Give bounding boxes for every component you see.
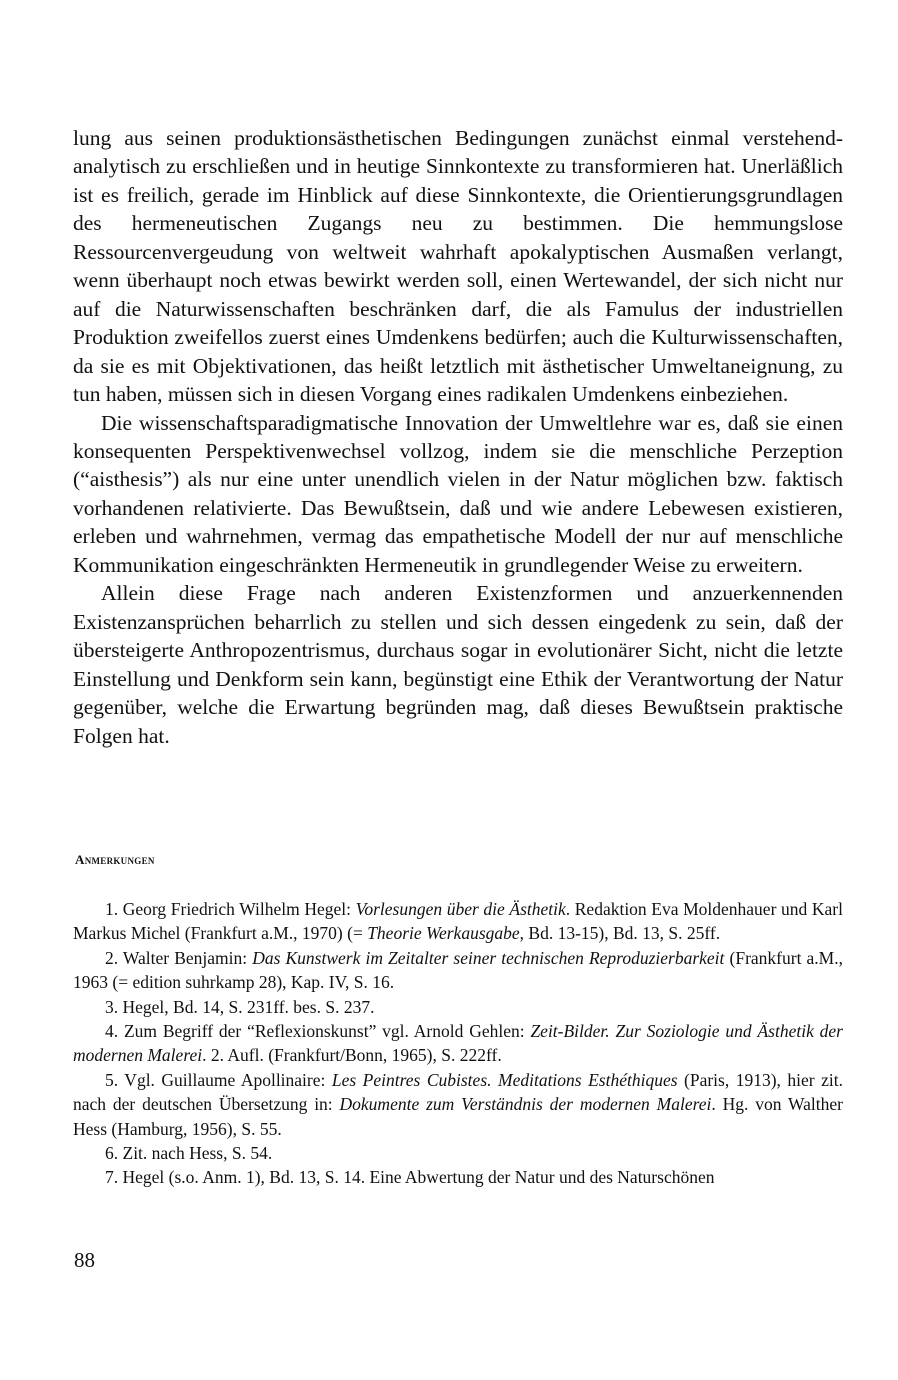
note-title: Zeit-Bilder. Zur Soziologie und Ästhetik der modernen Malerei — [73, 1021, 843, 1066]
paragraph-3: Allein diese Frage nach anderen Existenzformen und anzuerkennenden Existenzansprüchen beharrlich zu stellen und sich dessen eingedenk zu sein, daß der übersteigerte Anthropozentrismus, durchaus sogar in evolutionärer Sicht, nicht die letzte Einstellung und Denkform sein kann, begünstigt eine Ethik der Verantwortung der Natur gegenüber, welche die Erwartung begründen mag, daß dieses Bewußtsein praktische Folgen hat. — [73, 581, 843, 748]
note-text: . 2. Aufl. (Frankfurt/Bonn, 1965), S. 222ff. — [202, 1045, 502, 1066]
note-text: 2. Walter Benjamin: — [105, 947, 253, 968]
note-4 — [73, 1019, 843, 1068]
note-6: 6. Zit. nach Hess, S. 54. — [105, 1143, 273, 1164]
note-text: 4. Zum Begriff der “Reflexionskunst” vgl. Arnold Gehlen: — [105, 1021, 531, 1042]
page-number: 88 — [74, 1248, 95, 1272]
note-text: . Redaktion Eva Moldenhauer und Karl Markus Michel (Frankfurt a.M., 1970) (= — [73, 899, 843, 944]
note-title: Les Peintres Cubistes. Meditations Esthéthiques — [331, 1069, 678, 1090]
note-title: Das Kunstwerk im Zeitalter seiner technischen Reproduzierbarkeit — [252, 947, 725, 968]
main-text — [73, 124, 843, 750]
note-text: (Paris, 1913), hier zit. nach der deutschen Übersetzung in: — [73, 1069, 843, 1115]
note-text: 1. Georg Friedrich Wilhelm Hegel: — [105, 899, 356, 919]
note-title: Theorie Werkausgabe — [367, 923, 520, 944]
note-1 — [73, 897, 843, 946]
note-7: 7. Hegel (s.o. Anm. 1), Bd. 13, S. 14. Eine Abwertung der Natur und des Naturschönen — [105, 1167, 715, 1188]
note-5 — [73, 1068, 843, 1141]
notes-list — [73, 897, 843, 1190]
paragraph-2: Die wissenschaftsparadigmatische Innovation der Umweltlehre war es, daß sie einen konsequenten Perspektivenwechsel vollzog, indem sie die menschliche Perzeption (“aisthesis”) als nur eine unter unendlich vielen in der Natur möglichen bzw. faktisch vorhandenen relativierte. Das Bewußtsein, daß und wie andere Lebewesen existieren, erleben und wahrnehmen, vermag das empathetische Modell der nur auf menschliche Kommunikation eingeschränkten Hermeneutik in grundlegender Weise zu erweitern. — [73, 410, 843, 577]
note-text: , Bd. 13-15), Bd. 13, S. 25ff. — [519, 923, 721, 944]
note-3: 3. Hegel, Bd. 14, S. 231ff. bes. S. 237. — [105, 996, 375, 1017]
note-title: Dokumente zum Verständnis der modernen Malerei — [339, 1094, 712, 1115]
note-2 — [73, 946, 843, 995]
note-text: 5. Vgl. Guillaume Apollinaire: — [105, 1069, 332, 1090]
note-title: Vorlesungen über die Ästhetik — [355, 899, 566, 919]
paragraph-1: lung aus seinen produktionsästhetischen Bedingungen zunächst einmal verstehend-analytisch zu erschließen und in heutige Sinnkontexte zu transformieren hat. Unerläßlich ist es freilich, gerade im Hinblick auf diese Sinnkontexte, die Orientierungsgrundlagen des hermeneutischen Zugangs neu zu bestimmen. Die hemmungslose Ressourcenvergeudung von weltweit wahrhaft apokalyptischen Ausmaßen verlangt, wenn überhaupt noch etwas bewirkt werden soll, einen Wertewandel, der sich nicht nur auf die Naturwissenschaften beschränken darf, die als Famulus der industriellen Produktion zweifellos zuerst eines Umdenkens bedürfen; auch die Kulturwissenschaften, da sie es mit Objektivationen, das heißt letztlich mit ästhetischer Umweltaneignung, zu tun haben, müssen sich in diesen Vorgang eines radikalen Umdenkens einbeziehen. — [73, 126, 843, 407]
notes-heading: Anmerkungen — [75, 852, 155, 867]
note-text: . Hg. von Walther Hess (Hamburg, 1956), S. 55. — [73, 1094, 843, 1139]
note-text: (Frankfurt a.M., 1963 (= edition suhrkamp 28), Kap. IV, S. 16. — [73, 947, 843, 993]
